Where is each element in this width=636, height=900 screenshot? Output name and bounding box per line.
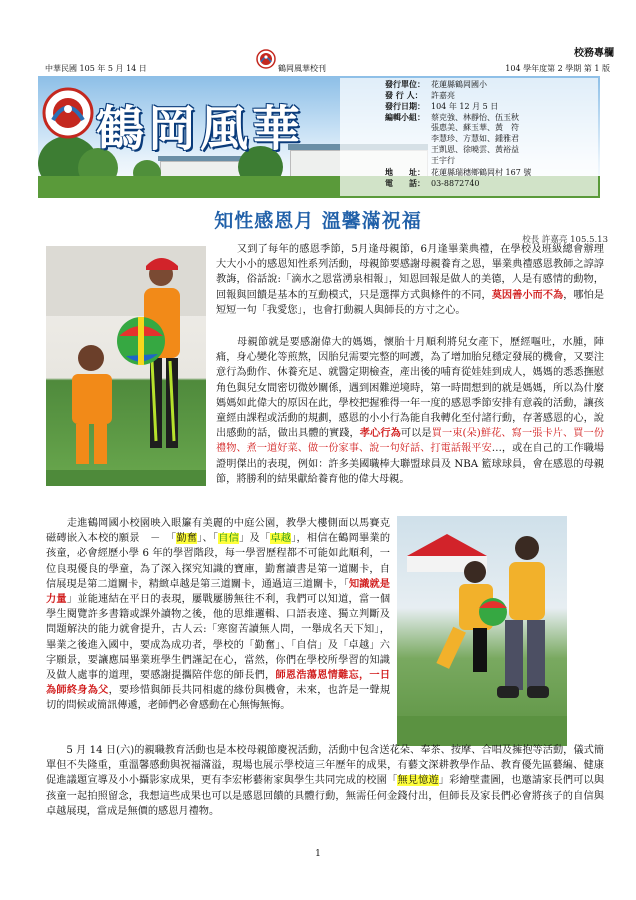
mural-name: 無見憶遊 — [397, 775, 439, 787]
info-row — [385, 101, 498, 112]
vision-sep-1: 」、「 — [197, 533, 219, 545]
school-logo-icon — [256, 49, 276, 69]
event-text-end: 」彩繪壁畫圖，也邀請家長們可以與孩童一起拍照留念，我想這些成果也可以是感恩回饋的具體行動，無需任何金錢付出，但師長及家長們必會將孩子的自信與卓越展現，當成是無價的感恩月禮物。 — [46, 775, 605, 817]
info-key: 電 話： — [385, 178, 425, 188]
masthead-title: 鶴岡風華 — [96, 101, 305, 157]
photo-relay-race — [397, 516, 567, 746]
info-row — [385, 145, 519, 155]
vision-excellence: 卓越 — [270, 533, 292, 545]
info-value: 張惠美、蘇玉華、黃 符 — [431, 123, 519, 132]
info-row — [385, 123, 519, 133]
vision-text-end: ，要珍惜與師長共同相處的緣份與機會，未來，也許是一聲規切的問候或簡訊傳遞，老師們必會感動在心無悔無悔。 — [46, 685, 391, 712]
info-row — [385, 167, 531, 178]
info-row — [385, 79, 487, 90]
info-key: 發行日期： — [385, 101, 425, 111]
info-row — [385, 112, 519, 123]
mothers-day-text-2: 可以是 — [400, 428, 432, 440]
info-row — [385, 90, 455, 101]
info-value: 花蓮縣鶴岡國小 — [431, 80, 487, 89]
info-row — [385, 134, 519, 144]
issue-date: 中華民國 105 年 5 月 14 日 — [45, 64, 147, 73]
photo-parent-child-game — [46, 246, 206, 486]
info-value: 王宇行 — [431, 156, 455, 165]
info-row — [385, 178, 480, 189]
article-title: 知性感恩月 溫馨滿祝福 — [214, 210, 422, 232]
mothers-day-text-end: …，或在自己的工作職場證明傑出的表現，例如：許多美國職棒大聯盟球員及 NBA 籃球球員，會在感恩的母親節，將勝利的結果獻給養育他的偉大母親。 — [216, 443, 605, 485]
section-label: 校務專欄 — [574, 48, 614, 59]
newspaper-name: 鶴岡風華校刊 — [278, 64, 326, 73]
teacher-gratitude-quote: 師恩浩蕩恩情難忘，一日為師終身為父 — [46, 669, 391, 697]
info-key: 發行單位： — [385, 79, 425, 89]
knowledge-is-power: 知識就是力量 — [46, 577, 390, 606]
info-value: 許嘉亮 — [431, 91, 455, 100]
intro-text: 又到了每年的感恩季節，5月逢母親節，6月逢畢業典禮，在學校及班級總會辦理大大小小的感恩知性系列活動，母親節要感謝母親養育之恩，畢業典禮感恩教師之諄諄教誨，俗話說:「滴水之恩當湧泉相報」，知恩回報是做人的美德，人是有感情的動物，回報與回饋是基本的互動模式，只是選擇方式與條件的不同， — [216, 244, 604, 301]
info-key: 地 址： — [385, 167, 425, 177]
info-value: 蔡克強、林靜怡、伍玉秋 — [431, 113, 519, 122]
info-value: 03-8872740 — [431, 179, 480, 188]
info-value: 104 年 12 月 5 日 — [431, 102, 499, 111]
vision-sep-2: 」及「 — [239, 533, 271, 545]
issue-number: 104 學年度第 2 學期 第 1 版 — [505, 64, 610, 73]
info-value: 花蓮縣瑞穗鄉鶴岡村 167 號 — [431, 168, 532, 177]
paragraph-intro — [216, 242, 604, 318]
mothers-day-text: 母親節就是要感謝偉大的媽媽，懷胎十月順利將兒女產下，歷經嘔吐，水腫，陣痛，身心變化等煎熬，因胎兒需要完整的呵護，為了增加胎兒穩定發展的機會，又要注意行為動作、休養充足、就醫定期檢查，產出後的哺育從娃娃到成人，媽媽的悉悉撫慰角色與兒女間密切微妙關係，遇到困難逆境時，第一時間想到的就是媽媽，所以為什麼媽媽如此偉大的原因在此，學校把握雅得一年一度的感恩季節安排有意義的活動，讓孩童經由課程或活動的規劃，感恩的小小行為能自我轉化至付諸行動，存著感恩的心，說出感動的話，做出具體的實踐， — [216, 337, 604, 440]
page-number: 1 — [315, 849, 321, 859]
banner-logo-icon — [42, 87, 94, 139]
vision-diligence: 勤奮 — [176, 533, 198, 545]
paragraph-school-vision — [46, 516, 390, 714]
event-text: 5 月 14 日(六)的親職教育活動也是本校母親節慶祝活動，活動中包含送花朵、奉茶、按摩、合唱及擁抱等活動，儀式簡單但不失隆重，重溫馨感動與祝福滿溢，現場也展示學校這三年歷年的成果，有藝文深耕教學作品、教育優先區藝編、健康促進議題宣導及小小攝影家成果，更有李宏彬藝術家與學生共同完成的校園「 — [46, 745, 604, 787]
vision-text-2: 」，相信在鶴岡畢業的孩童，必會經歷小學 6 年的學習階段，每一學習歷程都不可能如此順利，一位良現優良的學童，為了深入探究知識的寶庫，勤奮讀書是第一道關卡，自信展現是第二道關卡，精緻卓越是第三道關卡，通過這三道關卡，「 — [46, 533, 391, 590]
vision-text-3: 」並能連結在平日的表現，屢戰屢勝無往不利，我們可以知道，當一個學生閱覽許多書籍或課外讀物之後，他的思維邏輯、口語表達、獨立判斷及問題解決的能力就會提升，古人云:「寒窗苦讀無人問，一舉成名天下知」，畢業之後進入國中，要成為成功者，學校的「勤奮」、「自信」及「卓越」六字願景，要讓應屆畢業班學生們謹記在心，當然，你們在學校所學習的知識及做人處事的道理，要感謝提攜陪伴您的師長們， — [46, 594, 391, 682]
info-key: 編輯小組： — [385, 112, 425, 122]
paragraph-event — [46, 743, 604, 819]
intro-text-end: ，哪怕是短短一句「我愛您」，也會打動親人與師長的方寸之心。 — [216, 289, 605, 316]
vision-text: 走進鶴岡國小校園映入眼簾有美麗的中庭公園，教學大樓側面以馬賽克磁磚嵌入本校的願景 － 「 — [46, 518, 390, 545]
info-value: 李慧珍、方慧如、鍾雅君 — [431, 134, 519, 143]
highlight-filial: 孝心行為 — [359, 427, 401, 440]
vision-confidence: 自信 — [218, 533, 240, 545]
article-byline: 校長 許嘉亮 105.5.13 — [522, 235, 608, 245]
info-row — [385, 156, 455, 166]
info-key: 發 行 人： — [385, 90, 423, 100]
filial-acts-list: 買一束(朵)鮮花、寫一張卡片、買一份禮物、煮一道好菜、做一份家事、說一句好話、打電話報平安 — [216, 428, 605, 455]
highlight-motto: 莫因善小而不為 — [491, 288, 564, 301]
info-value: 王凱恩、徐曉雲、黃裕益 — [431, 145, 519, 154]
paragraph-mothers-day — [216, 335, 604, 487]
